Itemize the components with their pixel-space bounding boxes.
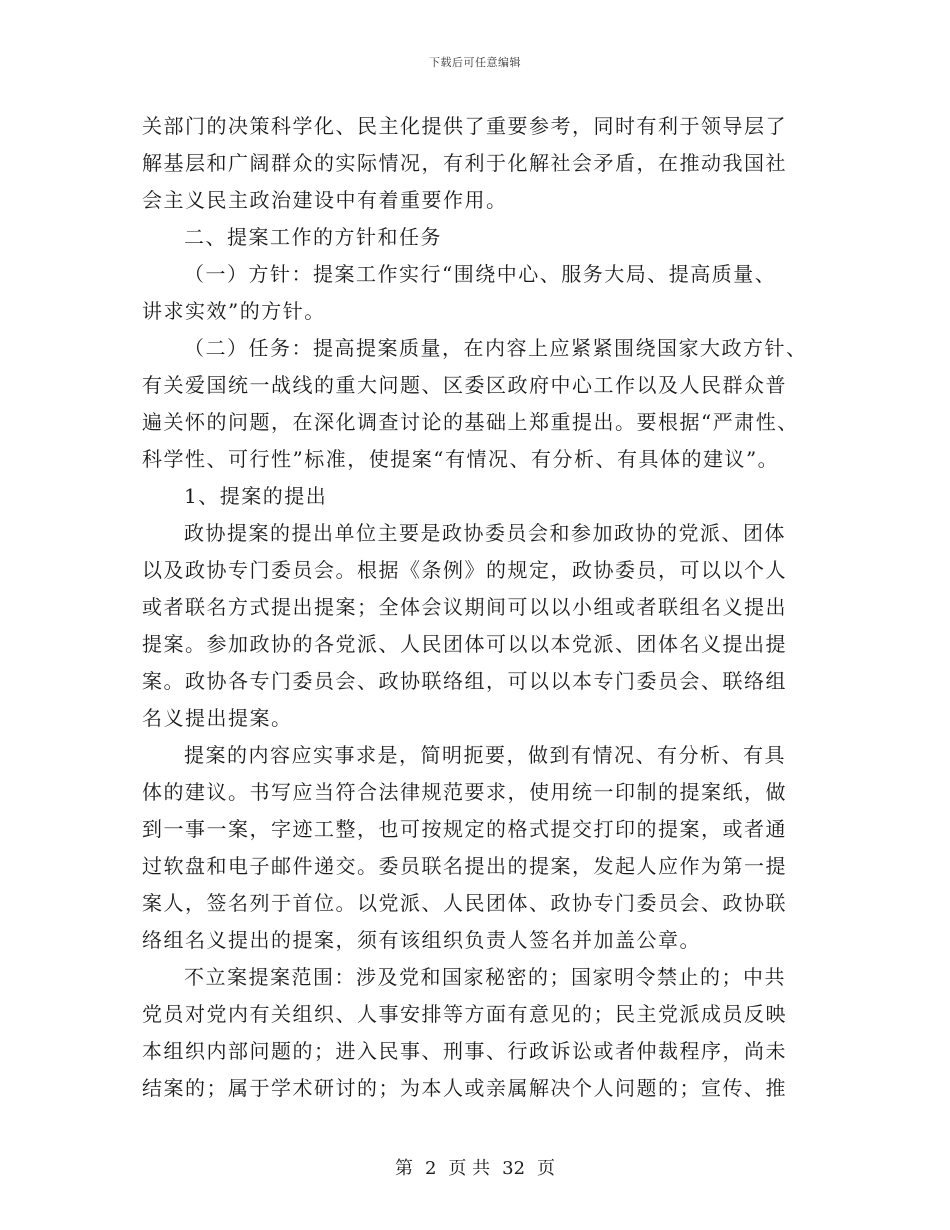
text-line: 1、提案的提出 xyxy=(184,484,328,508)
text-line: 以及政协专门委员会。根据《条例》的规定，政协委员，可以以个人 xyxy=(142,558,787,582)
text-line: 不立案提案范围：涉及党和国家秘密的；国家明令禁止的；中共 xyxy=(184,965,786,989)
page-footer xyxy=(0,1154,950,1180)
text-line: 本组织内部问题的；进入民事、刑事、行政诉讼或者仲裁程序，尚未 xyxy=(142,1039,787,1063)
text-line: 遍关怀的问题，在深化调查讨论的基础上郑重提出。要根据“严肃性、 xyxy=(142,410,799,434)
text-line: 案。政协各专门委员会、政协联络组，可以以本专门委员会、联络组 xyxy=(142,669,787,693)
text-line: 关部门的决策科学化、民主化提供了重要参考，同时有利于领导层了 xyxy=(142,114,787,138)
text-line: 提案。参加政协的各党派、人民团体可以以本党派、团体名义提出提 xyxy=(142,632,787,656)
text-line: 政协提案的提出单位主要是政协委员会和参加政协的党派、团体 xyxy=(184,521,786,545)
footer-page-number: 2 xyxy=(424,1158,437,1179)
document-body xyxy=(142,108,808,1107)
text-line: 或者联名方式提出提案；全体会议期间可以以小组或者联组名义提出 xyxy=(142,595,787,619)
text-line: 会主义民主政治建设中有着重要作用。 xyxy=(142,188,508,212)
text-line: 过软盘和电子邮件递交。委员联名提出的提案，发起人应作为第一提 xyxy=(142,854,787,878)
text-line: 有关爱国统一战线的重大问题、区委区政府中心工作以及人民群众普 xyxy=(142,373,787,397)
text-line: （一）方针：提案工作实行“围绕中心、服务大局、提高质量、 xyxy=(184,262,777,286)
text-line: 解基层和广阔群众的实际情况，有利于化解社会矛盾，在推动我国社 xyxy=(142,151,787,175)
footer-middle: 页 共 xyxy=(448,1158,491,1179)
text-line: 提案的内容应实事求是，简明扼要，做到有情况、有分析、有具 xyxy=(184,743,786,767)
page-header: 下载后可任意编辑 xyxy=(429,56,521,69)
text-line: 二、提案工作的方针和任务 xyxy=(184,225,442,249)
text-line: （二）任务：提高提案质量，在内容上应紧紧围绕国家大政方针、 xyxy=(184,336,808,360)
text-line: 络组名义提出的提案，须有该组织负责人签名并加盖公章。 xyxy=(142,928,701,952)
footer-prefix: 第 xyxy=(394,1158,413,1179)
footer-suffix: 页 xyxy=(537,1158,556,1179)
footer-total-pages: 32 xyxy=(502,1158,526,1179)
text-line: 结案的；属于学术研讨的；为本人或亲属解决个人问题的；宣传、推 xyxy=(142,1076,787,1100)
text-line: 科学性、可行性”标准，使提案“有情况、有分析、有具体的建议”。 xyxy=(142,447,780,471)
text-line: 党员对党内有关组织、人事安排等方面有意见的；民主党派成员反映 xyxy=(142,1002,787,1026)
text-line: 讲求实效”的方针。 xyxy=(142,299,326,323)
text-line: 案人，签名列于首位。以党派、人民团体、政协专门委员会、政协联 xyxy=(142,891,787,915)
text-line: 体的建议。书写应当符合法律规范要求，使用统一印制的提案纸，做 xyxy=(142,780,787,804)
text-line: 到一事一案，字迹工整，也可按规定的格式提交打印的提案，或者通 xyxy=(142,817,787,841)
text-line: 名义提出提案。 xyxy=(142,706,293,730)
